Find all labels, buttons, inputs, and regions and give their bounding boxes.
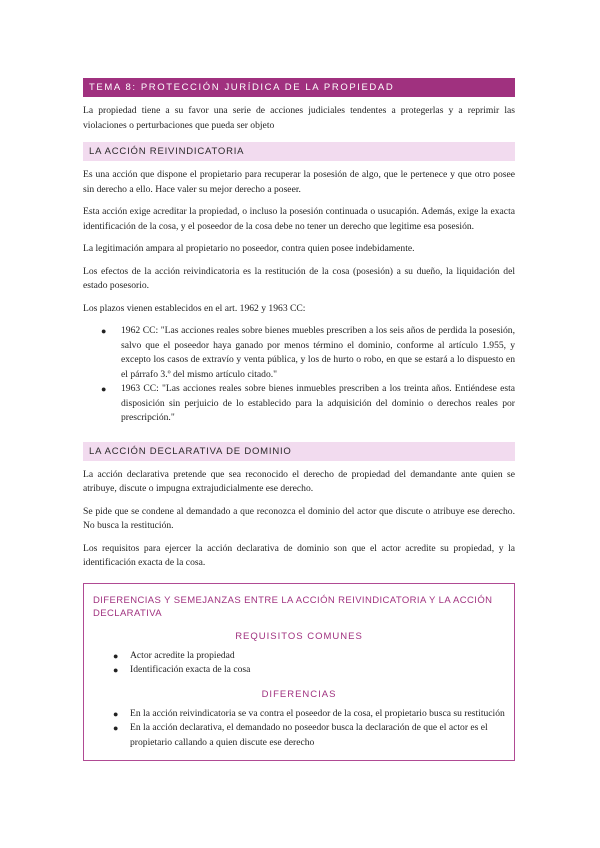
intro-paragraph: La propiedad tiene a su favor una serie de acciones judiciales tendentes a protegerlas y a reprimir las violaciones o perturbaciones que pueda ser objeto xyxy=(83,105,515,131)
paragraph: Los requisitos para ejercer la acción declarativa de dominio son que el actor acredite su propiedad, y la identificación exacta de la cosa. xyxy=(83,542,515,568)
paragraph: Es una acción que dispone el propietario para recuperar la posesión de algo, que le pertenece y que otro posee sin derecho a ello. Hace valer su mejor derecho a poseer. xyxy=(83,169,515,195)
plazos-list xyxy=(83,324,515,426)
list-item xyxy=(101,324,515,382)
list-item-text: 1962 CC: "Las acciones reales sobre bienes muebles prescriben a los seis años de perdida la posesión, salvo que el poseedor haya ganado por menos término el dominio, conforme al artículo 1.955, y excepto los casos de extravío y venta pública, y los de hurto o robo, en que se estará a lo dispuesto en el párrafo 3.º del mismo artículo citado." xyxy=(121,325,515,380)
list-item xyxy=(101,382,515,426)
comparison-box xyxy=(83,583,515,762)
bullet-icon: ● xyxy=(101,384,107,394)
bullet-icon: ● xyxy=(113,708,119,719)
paragraph: Los efectos de la acción reivindicatoria es la restitución de la cosa (posesión) a su dueño, la liquidación del estado posesorio. xyxy=(83,265,515,291)
list-item-text: En la acción reivindicatoria se va contra el poseedor de la cosa, el propietario busca su restitución xyxy=(130,707,505,719)
paragraph: Los plazos vienen establecidos en el art. 1962 y 1963 CC: xyxy=(83,302,306,314)
document-page xyxy=(83,78,515,761)
list-item xyxy=(113,663,505,678)
list-item-text: Actor acredite la propiedad xyxy=(130,649,235,661)
bullet-icon: ● xyxy=(113,650,119,661)
list-item xyxy=(113,649,505,664)
section-heading-reivindicatoria: LA ACCIÓN REIVINDICATORIA xyxy=(83,142,515,161)
bullet-icon: ● xyxy=(113,665,119,675)
paragraph: La acción declarativa pretende que sea reconocido el derecho de propiedad del demandante ante quien se atribuye, discute o impugna extrajudicialmente ese derecho. xyxy=(83,468,515,494)
section-heading-declarativa: LA ACCIÓN DECLARATIVA DE DOMINIO xyxy=(83,442,515,461)
list-item-text: 1963 CC: "Las acciones reales sobre bienes inmuebles prescriben a los treinta años. Entiéndese esta disposición sin perjuicio de lo establecido para la adquisición del dominio o derechos reales por prescripción." xyxy=(121,383,515,423)
list-item xyxy=(113,721,505,750)
diferencias-heading: DIFERENCIAS xyxy=(261,688,337,700)
paragraph: Se pide que se condene al demandado a que reconozca el dominio del actor que discute o atribuye ese derecho. No busca la restitución. xyxy=(83,505,515,531)
diferencias-list xyxy=(93,707,505,751)
requisitos-list xyxy=(93,649,505,678)
bullet-icon: ● xyxy=(101,326,107,336)
list-item-text: Identificación exacta de la cosa xyxy=(130,664,251,675)
paragraph: La legitimación ampara al propietario no poseedor, contra quien posee indebidamente. xyxy=(83,243,415,254)
bullet-icon: ● xyxy=(113,723,119,733)
chapter-title: TEMA 8: PROTECCIÓN JURÍDICA DE LA PROPIEDAD xyxy=(83,78,515,97)
box-title: DIFERENCIAS Y SEMEJANZAS ENTRE LA ACCIÓN REIVINDICATORIA Y LA ACCIÓN DECLARATIVA xyxy=(93,594,493,619)
paragraph: Esta acción exige acreditar la propiedad, o incluso la posesión continuada o usucapión. Además, exige la exacta identificación de la cosa, y el poseedor de la cosa debe no tener un derecho que legitime esa posesión. xyxy=(83,206,515,232)
requisitos-heading: REQUISITOS COMUNES xyxy=(235,630,363,642)
list-item-text: En la acción declarativa, el demandado no poseedor busca la declaración de que el actor es el propietario callando a quien discute ese derecho xyxy=(130,722,488,748)
list-item xyxy=(113,707,505,722)
